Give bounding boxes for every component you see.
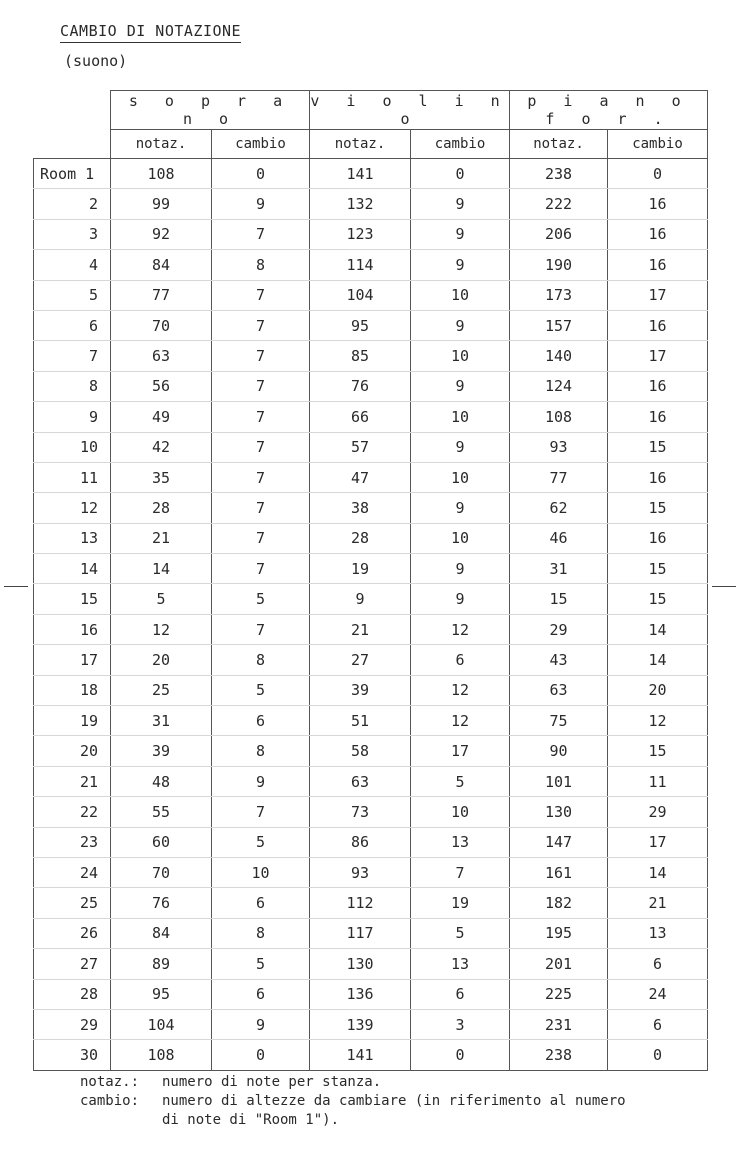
violino-cambio-cell: 9	[411, 371, 510, 401]
soprano-notaz-cell: 108	[111, 159, 212, 189]
violino-cambio-cell: 17	[411, 736, 510, 766]
pianoforte-notaz-cell: 124	[510, 371, 608, 401]
footnote-text: numero di note per stanza.	[162, 1074, 382, 1090]
violino-cambio-cell: 9	[411, 189, 510, 219]
soprano-cambio-cell: 8	[212, 918, 310, 948]
pianoforte-notaz-cell: 190	[510, 250, 608, 280]
pianoforte-notaz-cell: 46	[510, 523, 608, 553]
table-row	[34, 1009, 708, 1039]
pianoforte-cambio-cell: 14	[608, 614, 708, 644]
table-row	[34, 280, 708, 310]
pianoforte-notaz-cell: 182	[510, 888, 608, 918]
violino-notaz-cell: 139	[310, 1009, 411, 1039]
violino-notaz-cell: 66	[310, 402, 411, 432]
room-label-cell: 20	[34, 736, 111, 766]
left-margin-mark	[4, 586, 28, 587]
violino-cambio-cell: 19	[411, 888, 510, 918]
pianoforte-cambio-cell: 16	[608, 371, 708, 401]
subheader-cambio: cambio	[411, 130, 510, 159]
soprano-cambio-cell: 8	[212, 736, 310, 766]
soprano-notaz-cell: 42	[111, 432, 212, 462]
pianoforte-notaz-cell: 77	[510, 462, 608, 492]
soprano-notaz-cell: 48	[111, 766, 212, 796]
soprano-cambio-cell: 7	[212, 797, 310, 827]
soprano-notaz-cell: 49	[111, 402, 212, 432]
soprano-cambio-cell: 0	[212, 1040, 310, 1070]
pianoforte-notaz-cell: 93	[510, 432, 608, 462]
footnote-text: numero di altezze da cambiare (in riferimento al numero	[162, 1093, 626, 1109]
soprano-notaz-cell: 39	[111, 736, 212, 766]
violino-cambio-cell: 9	[411, 250, 510, 280]
pianoforte-cambio-cell: 17	[608, 341, 708, 371]
soprano-notaz-cell: 31	[111, 706, 212, 736]
violino-notaz-cell: 85	[310, 341, 411, 371]
corner-blank	[34, 91, 111, 130]
soprano-cambio-cell: 7	[212, 402, 310, 432]
violino-cambio-cell: 10	[411, 797, 510, 827]
room-label-cell: 17	[34, 645, 111, 675]
soprano-notaz-cell: 5	[111, 584, 212, 614]
violino-cambio-cell: 13	[411, 827, 510, 857]
soprano-cambio-cell: 7	[212, 462, 310, 492]
violino-notaz-cell: 27	[310, 645, 411, 675]
subheader-notaz: notaz.	[510, 130, 608, 159]
violino-notaz-cell: 9	[310, 584, 411, 614]
pianoforte-cambio-cell: 24	[608, 979, 708, 1009]
soprano-notaz-cell: 35	[111, 462, 212, 492]
pianoforte-cambio-cell: 6	[608, 949, 708, 979]
soprano-notaz-cell: 63	[111, 341, 212, 371]
table-row	[34, 675, 708, 705]
soprano-cambio-cell: 0	[212, 159, 310, 189]
violino-cambio-cell: 10	[411, 341, 510, 371]
soprano-notaz-cell: 76	[111, 888, 212, 918]
pianoforte-notaz-cell: 238	[510, 1040, 608, 1070]
soprano-notaz-cell: 108	[111, 1040, 212, 1070]
table-row	[34, 797, 708, 827]
soprano-cambio-cell: 5	[212, 827, 310, 857]
violino-cambio-cell: 13	[411, 949, 510, 979]
violino-notaz-cell: 28	[310, 523, 411, 553]
violino-notaz-cell: 112	[310, 888, 411, 918]
pianoforte-cambio-cell: 6	[608, 1009, 708, 1039]
room-label-cell: 23	[34, 827, 111, 857]
soprano-notaz-cell: 20	[111, 645, 212, 675]
table-row	[34, 736, 708, 766]
subheader-notaz: notaz.	[111, 130, 212, 159]
table-row	[34, 371, 708, 401]
violino-cambio-cell: 9	[411, 219, 510, 249]
pianoforte-cambio-cell: 21	[608, 888, 708, 918]
table-row	[34, 523, 708, 553]
room-label-cell: 5	[34, 280, 111, 310]
table-row	[34, 584, 708, 614]
soprano-notaz-cell: 25	[111, 675, 212, 705]
soprano-notaz-cell: 70	[111, 857, 212, 887]
room-label-cell: 4	[34, 250, 111, 280]
violino-notaz-cell: 57	[310, 432, 411, 462]
soprano-notaz-cell: 70	[111, 310, 212, 340]
soprano-cambio-cell: 7	[212, 432, 310, 462]
pianoforte-notaz-cell: 147	[510, 827, 608, 857]
room-label-cell: 18	[34, 675, 111, 705]
room-label-cell: 9	[34, 402, 111, 432]
table-row	[34, 402, 708, 432]
group-header-pianoforte: p i a n o f o r .	[510, 91, 708, 130]
pianoforte-notaz-cell: 225	[510, 979, 608, 1009]
violino-notaz-cell: 51	[310, 706, 411, 736]
room-label-cell: 16	[34, 614, 111, 644]
footnote-term: notaz.:	[80, 1074, 140, 1090]
table-row	[34, 949, 708, 979]
violino-cambio-cell: 9	[411, 432, 510, 462]
right-margin-mark	[712, 586, 736, 587]
violino-notaz-cell: 114	[310, 250, 411, 280]
pianoforte-cambio-cell: 14	[608, 857, 708, 887]
violino-notaz-cell: 132	[310, 189, 411, 219]
violino-notaz-cell: 93	[310, 857, 411, 887]
soprano-notaz-cell: 14	[111, 554, 212, 584]
pianoforte-cambio-cell: 12	[608, 706, 708, 736]
room-label-cell: 26	[34, 918, 111, 948]
pianoforte-cambio-cell: 15	[608, 493, 708, 523]
pianoforte-notaz-cell: 63	[510, 675, 608, 705]
table-row	[34, 493, 708, 523]
soprano-cambio-cell: 7	[212, 523, 310, 553]
group-header-violino: v i o l i n o	[310, 92, 509, 128]
pianoforte-notaz-cell: 90	[510, 736, 608, 766]
room-label-cell: 6	[34, 310, 111, 340]
room-label-cell: 22	[34, 797, 111, 827]
violino-cambio-cell: 10	[411, 523, 510, 553]
soprano-notaz-cell: 99	[111, 189, 212, 219]
document-subtitle: (suono)	[64, 52, 128, 70]
soprano-notaz-cell: 84	[111, 250, 212, 280]
room-label-cell: 19	[34, 706, 111, 736]
soprano-notaz-cell: 60	[111, 827, 212, 857]
table-row	[34, 857, 708, 887]
soprano-cambio-cell: 9	[212, 189, 310, 219]
table-row	[34, 918, 708, 948]
table-row	[34, 219, 708, 249]
violino-notaz-cell: 73	[310, 797, 411, 827]
soprano-notaz-cell: 55	[111, 797, 212, 827]
document-title: CAMBIO DI NOTAZIONE	[60, 22, 241, 43]
soprano-cambio-cell: 7	[212, 341, 310, 371]
violino-cambio-cell: 12	[411, 706, 510, 736]
violino-notaz-cell: 76	[310, 371, 411, 401]
violino-notaz-cell: 63	[310, 766, 411, 796]
pianoforte-notaz-cell: 29	[510, 614, 608, 644]
table-row	[34, 341, 708, 371]
soprano-notaz-cell: 89	[111, 949, 212, 979]
table-row	[34, 189, 708, 219]
pianoforte-cambio-cell: 16	[608, 402, 708, 432]
room-label-cell: 15	[34, 584, 111, 614]
soprano-cambio-cell: 7	[212, 280, 310, 310]
room-label-cell: 24	[34, 857, 111, 887]
soprano-cambio-cell: 10	[212, 857, 310, 887]
subheader-cambio: cambio	[608, 130, 708, 159]
pianoforte-cambio-cell: 16	[608, 219, 708, 249]
soprano-notaz-cell: 28	[111, 493, 212, 523]
table-row	[34, 888, 708, 918]
table-row	[34, 614, 708, 644]
soprano-cambio-cell: 7	[212, 493, 310, 523]
room-label-cell: 8	[34, 371, 111, 401]
footnotes	[80, 1073, 626, 1130]
subheader-notaz: notaz.	[310, 130, 411, 159]
pianoforte-cambio-cell: 29	[608, 797, 708, 827]
room-label-cell: 30	[34, 1040, 111, 1070]
pianoforte-notaz-cell: 206	[510, 219, 608, 249]
room-label-cell: 12	[34, 493, 111, 523]
violino-cambio-cell: 10	[411, 462, 510, 492]
violino-notaz-cell: 38	[310, 493, 411, 523]
pianoforte-cambio-cell: 16	[608, 250, 708, 280]
soprano-notaz-cell: 21	[111, 523, 212, 553]
violino-notaz-cell: 141	[310, 159, 411, 189]
pianoforte-notaz-cell: 157	[510, 310, 608, 340]
pianoforte-cambio-cell: 20	[608, 675, 708, 705]
table-row	[34, 827, 708, 857]
soprano-cambio-cell: 8	[212, 645, 310, 675]
pianoforte-cambio-cell: 13	[608, 918, 708, 948]
soprano-cambio-cell: 5	[212, 675, 310, 705]
pianoforte-notaz-cell: 140	[510, 341, 608, 371]
room-label-cell: 2	[34, 189, 111, 219]
room-label-cell: 3	[34, 219, 111, 249]
soprano-notaz-cell: 77	[111, 280, 212, 310]
soprano-cambio-cell: 9	[212, 766, 310, 796]
pianoforte-cambio-cell: 15	[608, 584, 708, 614]
soprano-cambio-cell: 8	[212, 250, 310, 280]
pianoforte-cambio-cell: 16	[608, 189, 708, 219]
soprano-notaz-cell: 95	[111, 979, 212, 1009]
room-label-cell: 28	[34, 979, 111, 1009]
pianoforte-notaz-cell: 173	[510, 280, 608, 310]
violino-notaz-cell: 47	[310, 462, 411, 492]
soprano-cambio-cell: 7	[212, 371, 310, 401]
pianoforte-notaz-cell: 195	[510, 918, 608, 948]
violino-notaz-cell: 39	[310, 675, 411, 705]
table-row	[34, 554, 708, 584]
pianoforte-cambio-cell: 17	[608, 827, 708, 857]
violino-cambio-cell: 0	[411, 1040, 510, 1070]
table-row	[34, 1040, 708, 1070]
soprano-cambio-cell: 7	[212, 554, 310, 584]
pianoforte-notaz-cell: 238	[510, 159, 608, 189]
table-row	[34, 432, 708, 462]
pianoforte-notaz-cell: 161	[510, 857, 608, 887]
room-label-cell: Room 1	[34, 159, 111, 189]
violino-notaz-cell: 21	[310, 614, 411, 644]
footnote-term: cambio:	[80, 1093, 140, 1109]
soprano-cambio-cell: 7	[212, 614, 310, 644]
pianoforte-cambio-cell: 11	[608, 766, 708, 796]
table-body	[34, 159, 708, 1071]
pianoforte-notaz-cell: 62	[510, 493, 608, 523]
pianoforte-cambio-cell: 0	[608, 159, 708, 189]
room-label-cell: 14	[34, 554, 111, 584]
pianoforte-notaz-cell: 130	[510, 797, 608, 827]
pianoforte-notaz-cell: 201	[510, 949, 608, 979]
pianoforte-cambio-cell: 16	[608, 462, 708, 492]
table-row	[34, 462, 708, 492]
room-label-cell: 11	[34, 462, 111, 492]
subheader-cambio: cambio	[212, 130, 310, 159]
violino-cambio-cell: 5	[411, 766, 510, 796]
group-header-soprano: s o p r a n o	[111, 91, 310, 130]
soprano-cambio-cell: 9	[212, 1009, 310, 1039]
table-row	[34, 250, 708, 280]
soprano-cambio-cell: 6	[212, 979, 310, 1009]
pianoforte-notaz-cell: 31	[510, 554, 608, 584]
soprano-notaz-cell: 56	[111, 371, 212, 401]
soprano-cambio-cell: 6	[212, 706, 310, 736]
table-row	[34, 159, 708, 189]
table-row	[34, 766, 708, 796]
table-row	[34, 645, 708, 675]
pianoforte-notaz-cell: 108	[510, 402, 608, 432]
pianoforte-cambio-cell: 16	[608, 310, 708, 340]
notation-table	[33, 90, 708, 1071]
corner-blank	[34, 130, 111, 159]
pianoforte-notaz-cell: 101	[510, 766, 608, 796]
violino-notaz-cell: 141	[310, 1040, 411, 1070]
violino-notaz-cell: 58	[310, 736, 411, 766]
soprano-cambio-cell: 7	[212, 310, 310, 340]
violino-cambio-cell: 12	[411, 614, 510, 644]
violino-notaz-cell: 86	[310, 827, 411, 857]
pianoforte-notaz-cell: 15	[510, 584, 608, 614]
soprano-notaz-cell: 104	[111, 1009, 212, 1039]
violino-cambio-cell: 7	[411, 857, 510, 887]
pianoforte-notaz-cell: 75	[510, 706, 608, 736]
room-label-cell: 25	[34, 888, 111, 918]
soprano-notaz-cell: 84	[111, 918, 212, 948]
soprano-cambio-cell: 7	[212, 219, 310, 249]
pianoforte-cambio-cell: 15	[608, 432, 708, 462]
violino-cambio-cell: 9	[411, 584, 510, 614]
pianoforte-cambio-cell: 17	[608, 280, 708, 310]
table-row	[34, 310, 708, 340]
room-label-cell: 10	[34, 432, 111, 462]
violino-cambio-cell: 10	[411, 280, 510, 310]
violino-notaz-cell: 104	[310, 280, 411, 310]
violino-cambio-cell: 3	[411, 1009, 510, 1039]
pianoforte-cambio-cell: 16	[608, 523, 708, 553]
pianoforte-notaz-cell: 43	[510, 645, 608, 675]
room-label-cell: 27	[34, 949, 111, 979]
violino-cambio-cell: 10	[411, 402, 510, 432]
soprano-notaz-cell: 12	[111, 614, 212, 644]
footnote-continuation: di note di "Room 1").	[162, 1112, 340, 1128]
pianoforte-cambio-cell: 0	[608, 1040, 708, 1070]
violino-notaz-cell: 95	[310, 310, 411, 340]
pianoforte-notaz-cell: 222	[510, 189, 608, 219]
soprano-notaz-cell: 92	[111, 219, 212, 249]
pianoforte-cambio-cell: 15	[608, 554, 708, 584]
soprano-cambio-cell: 5	[212, 949, 310, 979]
table-row	[34, 706, 708, 736]
violino-notaz-cell: 123	[310, 219, 411, 249]
room-label-cell: 13	[34, 523, 111, 553]
violino-notaz-cell: 117	[310, 918, 411, 948]
pianoforte-cambio-cell: 15	[608, 736, 708, 766]
violino-cambio-cell: 5	[411, 918, 510, 948]
violino-cambio-cell: 9	[411, 554, 510, 584]
violino-notaz-cell: 136	[310, 979, 411, 1009]
violino-cambio-cell: 9	[411, 310, 510, 340]
pianoforte-notaz-cell: 231	[510, 1009, 608, 1039]
violino-cambio-cell: 6	[411, 645, 510, 675]
violino-cambio-cell: 0	[411, 159, 510, 189]
room-label-cell: 21	[34, 766, 111, 796]
violino-cambio-cell: 6	[411, 979, 510, 1009]
room-label-cell: 7	[34, 341, 111, 371]
room-label-cell: 29	[34, 1009, 111, 1039]
violino-notaz-cell: 19	[310, 554, 411, 584]
soprano-cambio-cell: 5	[212, 584, 310, 614]
footnote-cambio	[80, 1092, 626, 1111]
violino-cambio-cell: 12	[411, 675, 510, 705]
table-row	[34, 979, 708, 1009]
violino-cambio-cell: 9	[411, 493, 510, 523]
soprano-cambio-cell: 6	[212, 888, 310, 918]
violino-notaz-cell: 130	[310, 949, 411, 979]
footnote-notaz	[80, 1073, 626, 1092]
pianoforte-cambio-cell: 14	[608, 645, 708, 675]
